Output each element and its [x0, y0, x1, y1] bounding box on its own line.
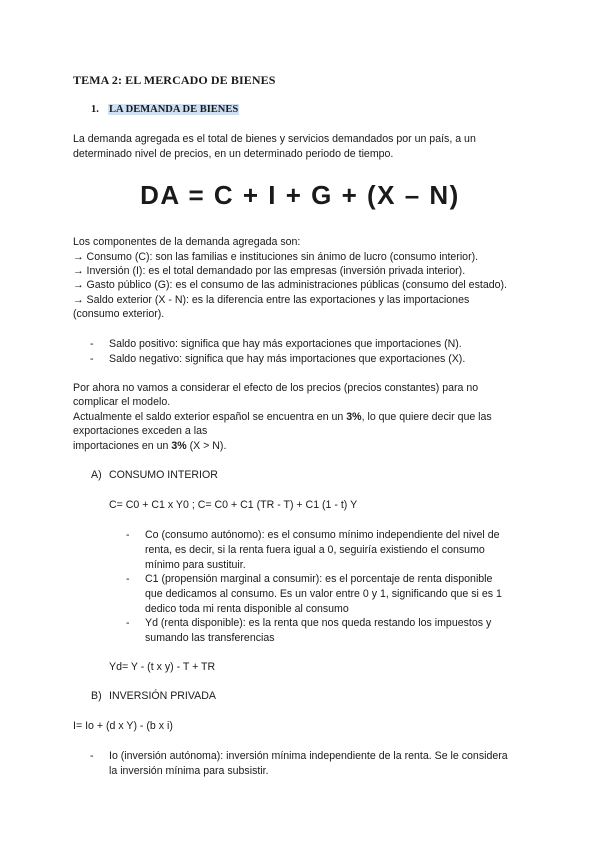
bullet-dash: -	[126, 529, 130, 541]
bullet-dash: -	[90, 338, 94, 350]
note-line-4: exportaciones exceden a las	[73, 425, 208, 437]
intro-line-2: determinado nivel de precios, en un determinado periodo de tiempo.	[73, 148, 394, 160]
list-item-saldo-negativo	[90, 352, 466, 367]
section-letter-a: A)	[91, 469, 102, 481]
component-consumo: → Consumo (C): son las familias e instituciones sin ánimo de lucro (consumo interior).	[73, 251, 479, 263]
yd-line-2: sumando las transferencias	[145, 632, 275, 644]
co-line-2: renta, es decir, si la renta fuera igual a 0, seguiría existiendo el consumo	[145, 544, 485, 556]
section-label-highlighted: LA DEMANDA DE BIENES	[109, 104, 239, 115]
io-line-1: Io (inversión autónoma): inversión mínima independiente de la renta. Se le considera	[109, 750, 508, 762]
component-saldo-exterior-cont: (consumo exterior).	[73, 308, 165, 320]
section-letter-b: B)	[91, 690, 102, 702]
bullet-dash: -	[126, 573, 130, 585]
note-line-5	[73, 439, 226, 454]
note-line-2: complicar el modelo.	[73, 396, 171, 408]
section-label-consumo: CONSUMO INTERIOR	[109, 469, 218, 481]
co-line-1: Co (consumo autónomo): es el consumo mínimo independiente del nivel de	[145, 529, 500, 541]
saldo-negativo-text: Saldo negativo: significa que hay más importaciones que exportaciones (X).	[109, 353, 466, 365]
component-saldo-exterior: → Saldo exterior (X - N): es la diferencia entre las exportaciones y las importaciones	[73, 294, 470, 306]
document-title: TEMA 2: EL MERCADO DE BIENES	[73, 73, 276, 87]
component-gasto-publico: → Gasto público (G): es el consumo de las administraciones públicas (consumo del estado).	[73, 279, 507, 291]
inversion-equation: I= Io + (d x Y) - (b x i)	[73, 720, 173, 732]
main-formula: DA = C + I + G + (X – N)	[140, 180, 460, 210]
consumo-equation: C= C0 + C1 x Y0 ; C= C0 + C1 (TR - T) + C1 (1 - t) Y	[109, 499, 358, 511]
saldo-positivo-text: Saldo positivo: significa que hay más exportaciones que importaciones (N).	[109, 338, 462, 350]
bullet-dash: -	[90, 750, 94, 762]
list-item-co	[126, 528, 500, 573]
bullet-dash: -	[90, 353, 94, 365]
section-heading-demanda	[91, 104, 239, 115]
yd-equation: Yd= Y - (t x y) - T + TR	[109, 661, 216, 673]
list-item-yd	[126, 616, 492, 646]
co-line-3: mínimo para sustituir.	[145, 559, 246, 571]
yd-line-1: Yd (renta disponible): es la renta que nos queda restando los impuestos y	[145, 617, 492, 629]
note-line-5-post: (X > N).	[186, 440, 227, 452]
component-inversion: → Inversión (I): es el total demandado por las empresas (inversión privada interior).	[73, 265, 466, 277]
intro-line-1: La demanda agregada es el total de bienes y servicios demandados por un país, a un	[73, 133, 476, 145]
note-line-3-pre: Actualmente el saldo exterior español se encuentra en un	[73, 411, 347, 423]
section-label-inversion: INVERSIÓN PRIVADA	[109, 690, 216, 702]
bullet-dash: -	[126, 617, 130, 629]
c1-line-2: que dedicamos al consumo. Es un valor entre 0 y 1, significando que si es 1	[145, 588, 502, 600]
note-line-3	[73, 410, 492, 425]
section-heading-inversion	[91, 689, 216, 704]
section-number: 1.	[91, 104, 99, 115]
io-line-2: la inversión mínima para subsistir.	[109, 765, 269, 777]
note-percent-bold: 3%	[346, 411, 362, 423]
list-item-saldo-positivo	[90, 337, 462, 352]
c1-line-1: C1 (propensión marginal a consumir): es el porcentaje de renta disponible	[145, 573, 493, 585]
list-item-io	[90, 749, 508, 779]
c1-line-3: dedico toda mi renta disponible al consumo	[145, 603, 349, 615]
list-item-c1	[126, 572, 502, 617]
note-line-1: Por ahora no vamos a considerar el efecto de los precios (precios constantes) para no	[73, 382, 479, 394]
note-percent-bold-2: 3%	[171, 440, 187, 452]
note-line-3-post: , lo que quiere decir que las	[361, 411, 492, 423]
components-heading: Los componentes de la demanda agregada son:	[73, 236, 301, 248]
section-heading-consumo	[91, 468, 218, 483]
note-line-5-pre: importaciones en un	[73, 440, 172, 452]
